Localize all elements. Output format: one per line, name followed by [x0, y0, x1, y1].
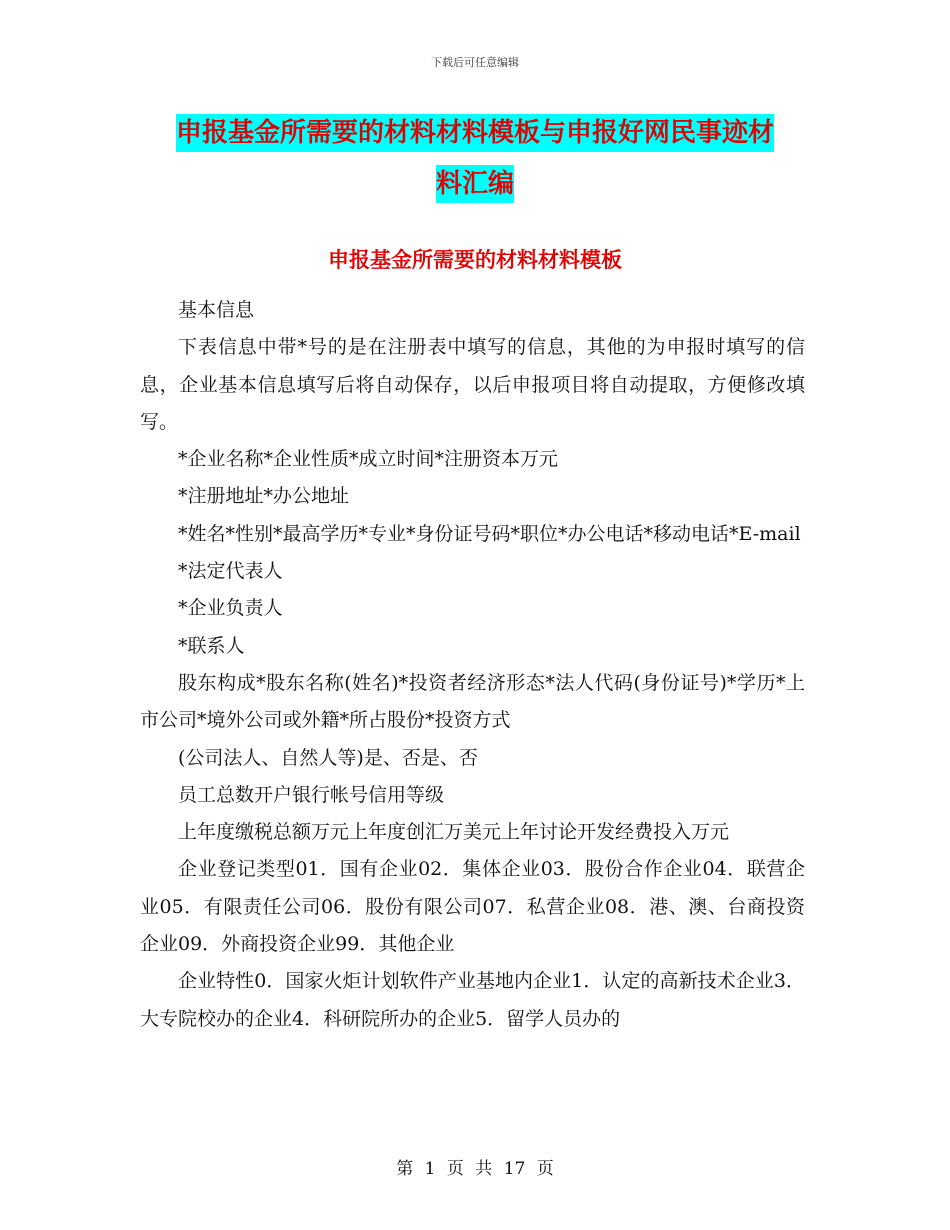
paragraph: 企业登记类型01．国有企业02．集体企业03．股份合作企业04．联营企业05．有限责任公司06．股份有限公司07．私营企业08．港、澳、台商投资企业09．外商投资企业99．其他企业 — [140, 858, 805, 956]
paragraph: 下表信息中带*号的是在注册表中填写的信息，其他的为申报时填写的信息，企业基本信息填写后将自动保存，以后申报项目将自动提取，方便修改填写。 — [140, 336, 805, 433]
paragraph: 股东构成*股东名称(姓名)*投资者经济形态*法人代码(身份证号)*学历*上市公司*境外公司或外籍*所占股份*投资方式 — [140, 671, 805, 732]
paragraph: *企业负责人 — [178, 597, 283, 620]
paragraph: (公司法人、自然人等)是、否是、否 — [178, 746, 478, 769]
paragraph: *姓名*性别*最高学历*专业*身份证号码*职位*办公电话*移动电话*E-mail — [178, 522, 801, 545]
header-note: 下载后可任意编辑 — [431, 56, 519, 69]
paragraph: 员工总数开户银行帐号信用等级 — [178, 783, 445, 806]
paragraph: 上年度缴税总额万元上年度创汇万美元上年讨论开发经费投入万元 — [178, 821, 730, 844]
title-line-1: 申报基金所需要的材料材料模板与申报好网民事迹材 — [176, 114, 774, 152]
page-footer: 第 1 页 共 17 页 — [396, 1159, 554, 1179]
title-line-2: 料汇编 — [436, 165, 514, 203]
document-title — [150, 108, 800, 210]
paragraph: 基本信息 — [178, 299, 255, 321]
paragraph: *企业名称*企业性质*成立时间*注册资本万元 — [178, 448, 559, 471]
paragraph: 企业特性0．国家火炬计划软件产业基地内企业1．认定的高新技术企业3．大专院校办的企业4．科研院所办的企业5．留学人员办的 — [140, 970, 805, 1030]
paragraph: *联系人 — [178, 634, 245, 657]
paragraph: *注册地址*办公地址 — [178, 485, 350, 508]
document-body — [140, 292, 805, 1038]
section-title: 申报基金所需要的材料材料模板 — [328, 248, 622, 272]
paragraph: *法定代表人 — [178, 560, 283, 583]
